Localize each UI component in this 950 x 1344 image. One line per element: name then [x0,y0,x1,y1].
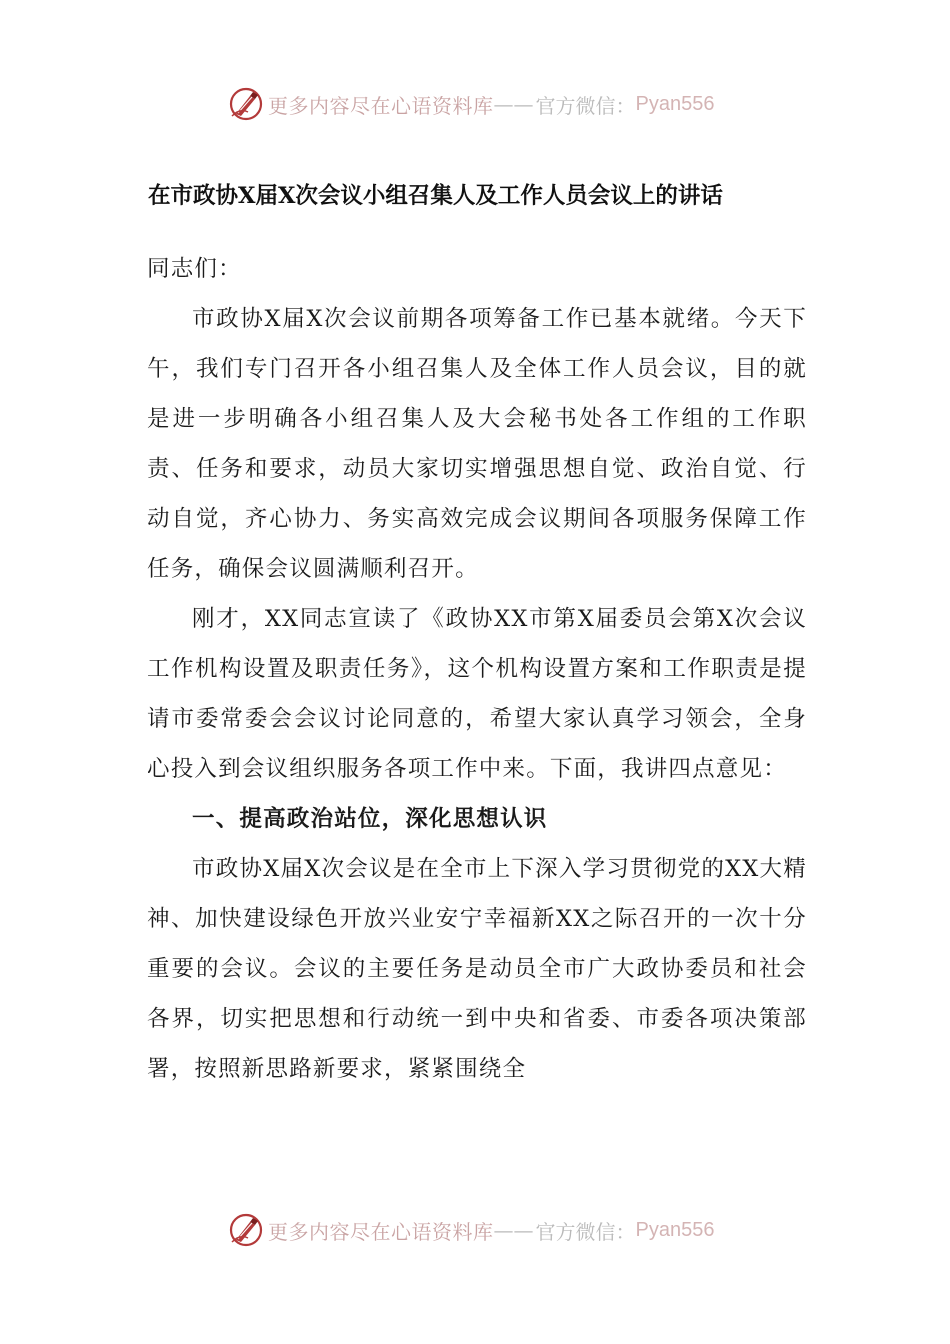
paragraph: 市政协X届X次会议是在全市上下深入学习贯彻党的XX大精神、加快建设绿色开放兴业安宁幸福新XX之际召开的一次十分重要的会议。会议的主要任务是动员全市广大政协委员和社会各界，切实把思想和行动统一到中央和省委、市委各项决策部署，按照新思路新要求，紧紧围绕全 [147,856,807,1082]
paragraph: 市政协X届X次会议前期各项筹备工作已基本就绪。今天下午，我们专门召开各小组召集人及全体工作人员会议，目的就是进一步明确各小组召集人及大会秘书处各工作组的工作职责、任务和要求，动员大家切实增强思想自觉、政治自觉、行动自觉，齐心协力、务实高效完成会议期间各项服务保障工作任务，确保会议圆满顺利召开。 [147,306,807,582]
banner-wechat-id: Pyan556 [635,92,715,115]
banner-slogan: 更多内容尽在心语资料库 [268,1219,494,1244]
paragraph: 刚才，XX同志宣读了《政协XX市第X届委员会第X次会议工作机构设置及职责任务》，这个机构设置方案和工作职责是提请市委常委会会议讨论同意的，希望大家认真学习领会，全身心投入到会议组织服务各项工作中来。下面，我讲四点意见： [147,606,807,782]
banner-dash: —— [493,92,534,116]
banner-dash: —— [493,1218,534,1242]
banner-slogan: 更多内容尽在心语资料库 [268,93,494,118]
banner-wechat-label: 官方微信： [535,1219,636,1244]
banner-wechat-id: Pyan556 [635,1218,715,1241]
pen-nib-logo-icon [228,1212,264,1248]
pen-nib-logo-icon [228,86,264,122]
footer-banner [228,1210,714,1250]
document-body [147,244,807,1094]
section-heading: 一、提高政治站位，深化思想认识 [192,806,548,832]
salutation: 同志们： [147,256,242,282]
banner-wechat-label: 官方微信： [535,93,636,118]
header-banner [228,84,714,124]
document-title: 在市政协X届X次会议小组召集人及工作人员会议上的讲话 [148,183,723,209]
